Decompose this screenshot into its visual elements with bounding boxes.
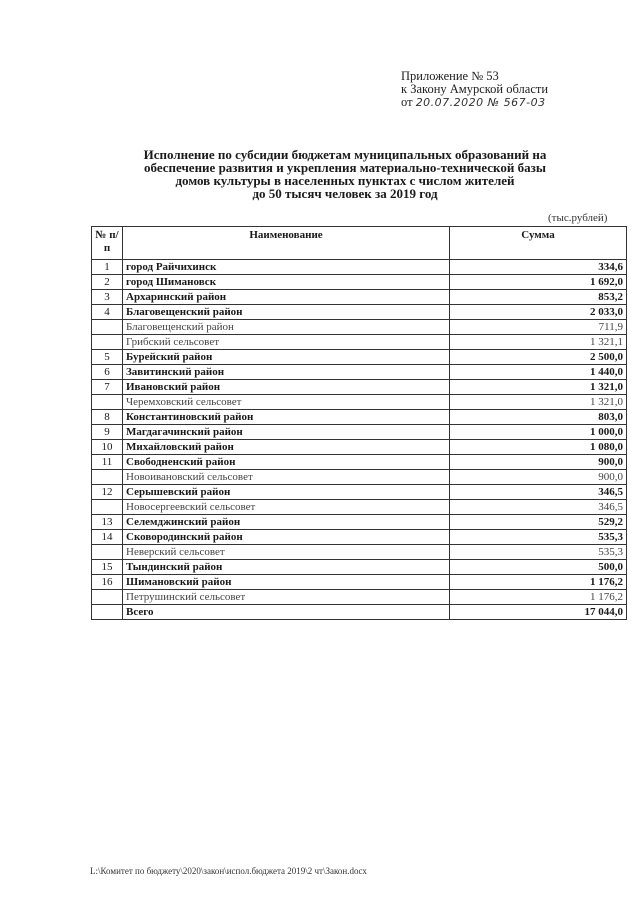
- row-name: Сковородинский район: [123, 530, 450, 545]
- row-num: 16: [92, 575, 123, 590]
- row-name: Черемховский сельсовет: [123, 395, 450, 410]
- row-sum: 535,3: [450, 545, 627, 560]
- table-row: [92, 425, 627, 440]
- row-num: 15: [92, 560, 123, 575]
- table-row: [92, 305, 627, 320]
- table-body: [92, 260, 627, 620]
- row-num: 8: [92, 410, 123, 425]
- row-num: 1: [92, 260, 123, 275]
- header-sum: Сумма: [450, 227, 627, 260]
- row-num: 5: [92, 350, 123, 365]
- row-name: Завитинский район: [123, 365, 450, 380]
- row-name: Шимановский район: [123, 575, 450, 590]
- table-row: [92, 470, 627, 485]
- row-sum: 900,0: [450, 470, 627, 485]
- table-row: [92, 545, 627, 560]
- appendix-date-prefix: от: [401, 95, 416, 109]
- table-row: [92, 320, 627, 335]
- row-sum: 1 080,0: [450, 440, 627, 455]
- table-row: [92, 575, 627, 590]
- table-row: [92, 380, 627, 395]
- row-name: Свободненский район: [123, 455, 450, 470]
- row-name: Серышевский район: [123, 485, 450, 500]
- row-num: 14: [92, 530, 123, 545]
- table-row: [92, 260, 627, 275]
- table-row: [92, 350, 627, 365]
- header-name: Наименование: [123, 227, 450, 260]
- table-row: [92, 410, 627, 425]
- table-row: [92, 455, 627, 470]
- row-sum: 853,2: [450, 290, 627, 305]
- row-num: 7: [92, 380, 123, 395]
- row-name: Грибский сельсовет: [123, 335, 450, 350]
- row-sum: 1 176,2: [450, 590, 627, 605]
- title-line-4: до 50 тысяч человек за 2019 год: [252, 186, 438, 201]
- table-row: [92, 590, 627, 605]
- table-row: [92, 365, 627, 380]
- row-num: 6: [92, 365, 123, 380]
- row-num: [92, 605, 123, 620]
- row-num: [92, 320, 123, 335]
- row-sum: 1 440,0: [450, 365, 627, 380]
- row-sum: 500,0: [450, 560, 627, 575]
- row-num: 12: [92, 485, 123, 500]
- table-header-row: [92, 227, 627, 260]
- row-num: 9: [92, 425, 123, 440]
- row-num: 13: [92, 515, 123, 530]
- row-name: Селемджинский район: [123, 515, 450, 530]
- row-sum: 535,3: [450, 530, 627, 545]
- appendix-number: Приложение № 53: [401, 69, 499, 83]
- table-row: [92, 530, 627, 545]
- row-sum: 2 500,0: [450, 350, 627, 365]
- row-name: город Райчихинск: [123, 260, 450, 275]
- title-line-1: Исполнение по субсидии бюджетам муниципальных образований на: [143, 147, 547, 162]
- row-sum: 346,5: [450, 485, 627, 500]
- row-num: [92, 590, 123, 605]
- row-sum: 2 033,0: [450, 305, 627, 320]
- row-name: Тындинский район: [123, 560, 450, 575]
- table-row: [92, 275, 627, 290]
- row-num: 2: [92, 275, 123, 290]
- row-num: 11: [92, 455, 123, 470]
- row-name: Новоивановский сельсовет: [123, 470, 450, 485]
- row-sum: 17 044,0: [450, 605, 627, 620]
- row-name: Ивановский район: [123, 380, 450, 395]
- subsidy-table: [91, 226, 627, 620]
- row-name: город Шимановск: [123, 275, 450, 290]
- row-name: Неверский сельсовет: [123, 545, 450, 560]
- row-num: 3: [92, 290, 123, 305]
- title-line-3: домов культуры в населенных пунктах с числом жителей: [175, 173, 515, 188]
- appendix-date-handwritten: 20.07.2020 № 567-03: [415, 96, 546, 109]
- header-num: № п/п: [92, 227, 123, 260]
- table-row: [92, 605, 627, 620]
- title-line-2: обеспечение развития и укрепления материально-технической базы: [144, 160, 546, 175]
- appendix-note: [401, 70, 548, 109]
- row-sum: 1 321,0: [450, 395, 627, 410]
- row-num: [92, 335, 123, 350]
- row-sum: 1 000,0: [450, 425, 627, 440]
- row-num: [92, 500, 123, 515]
- row-num: [92, 545, 123, 560]
- row-name: Михайловский район: [123, 440, 450, 455]
- table-row: [92, 290, 627, 305]
- row-name: Всего: [123, 605, 450, 620]
- row-sum: 1 692,0: [450, 275, 627, 290]
- row-sum: 346,5: [450, 500, 627, 515]
- table-row: [92, 560, 627, 575]
- table-row: [92, 500, 627, 515]
- row-name: Константиновский район: [123, 410, 450, 425]
- row-sum: 334,6: [450, 260, 627, 275]
- row-num: [92, 395, 123, 410]
- row-name: Бурейский район: [123, 350, 450, 365]
- row-name: Благовещенский район: [123, 320, 450, 335]
- units-label: (тыс.рублей): [548, 212, 608, 224]
- table-row: [92, 485, 627, 500]
- appendix-date-line: [401, 96, 548, 109]
- appendix-law: к Закону Амурской области: [401, 82, 549, 96]
- row-name: Архаринский район: [123, 290, 450, 305]
- row-num: 4: [92, 305, 123, 320]
- row-num: [92, 470, 123, 485]
- row-name: Петрушинский сельсовет: [123, 590, 450, 605]
- row-sum: 803,0: [450, 410, 627, 425]
- row-name: Благовещенский район: [123, 305, 450, 320]
- row-sum: 711,9: [450, 320, 627, 335]
- table-row: [92, 440, 627, 455]
- file-path-footer: L:\Комитет по бюджету\2020\закон\испол.бюджета 2019\2 чт\Закон.docx: [90, 866, 367, 876]
- document-title: [100, 148, 590, 200]
- table-row: [92, 395, 627, 410]
- row-sum: 529,2: [450, 515, 627, 530]
- row-name: Новосергеевский сельсовет: [123, 500, 450, 515]
- table-row: [92, 515, 627, 530]
- row-name: Магдагачинский район: [123, 425, 450, 440]
- row-sum: 900,0: [450, 455, 627, 470]
- row-sum: 1 176,2: [450, 575, 627, 590]
- row-sum: 1 321,1: [450, 335, 627, 350]
- table-row: [92, 335, 627, 350]
- row-sum: 1 321,0: [450, 380, 627, 395]
- row-num: 10: [92, 440, 123, 455]
